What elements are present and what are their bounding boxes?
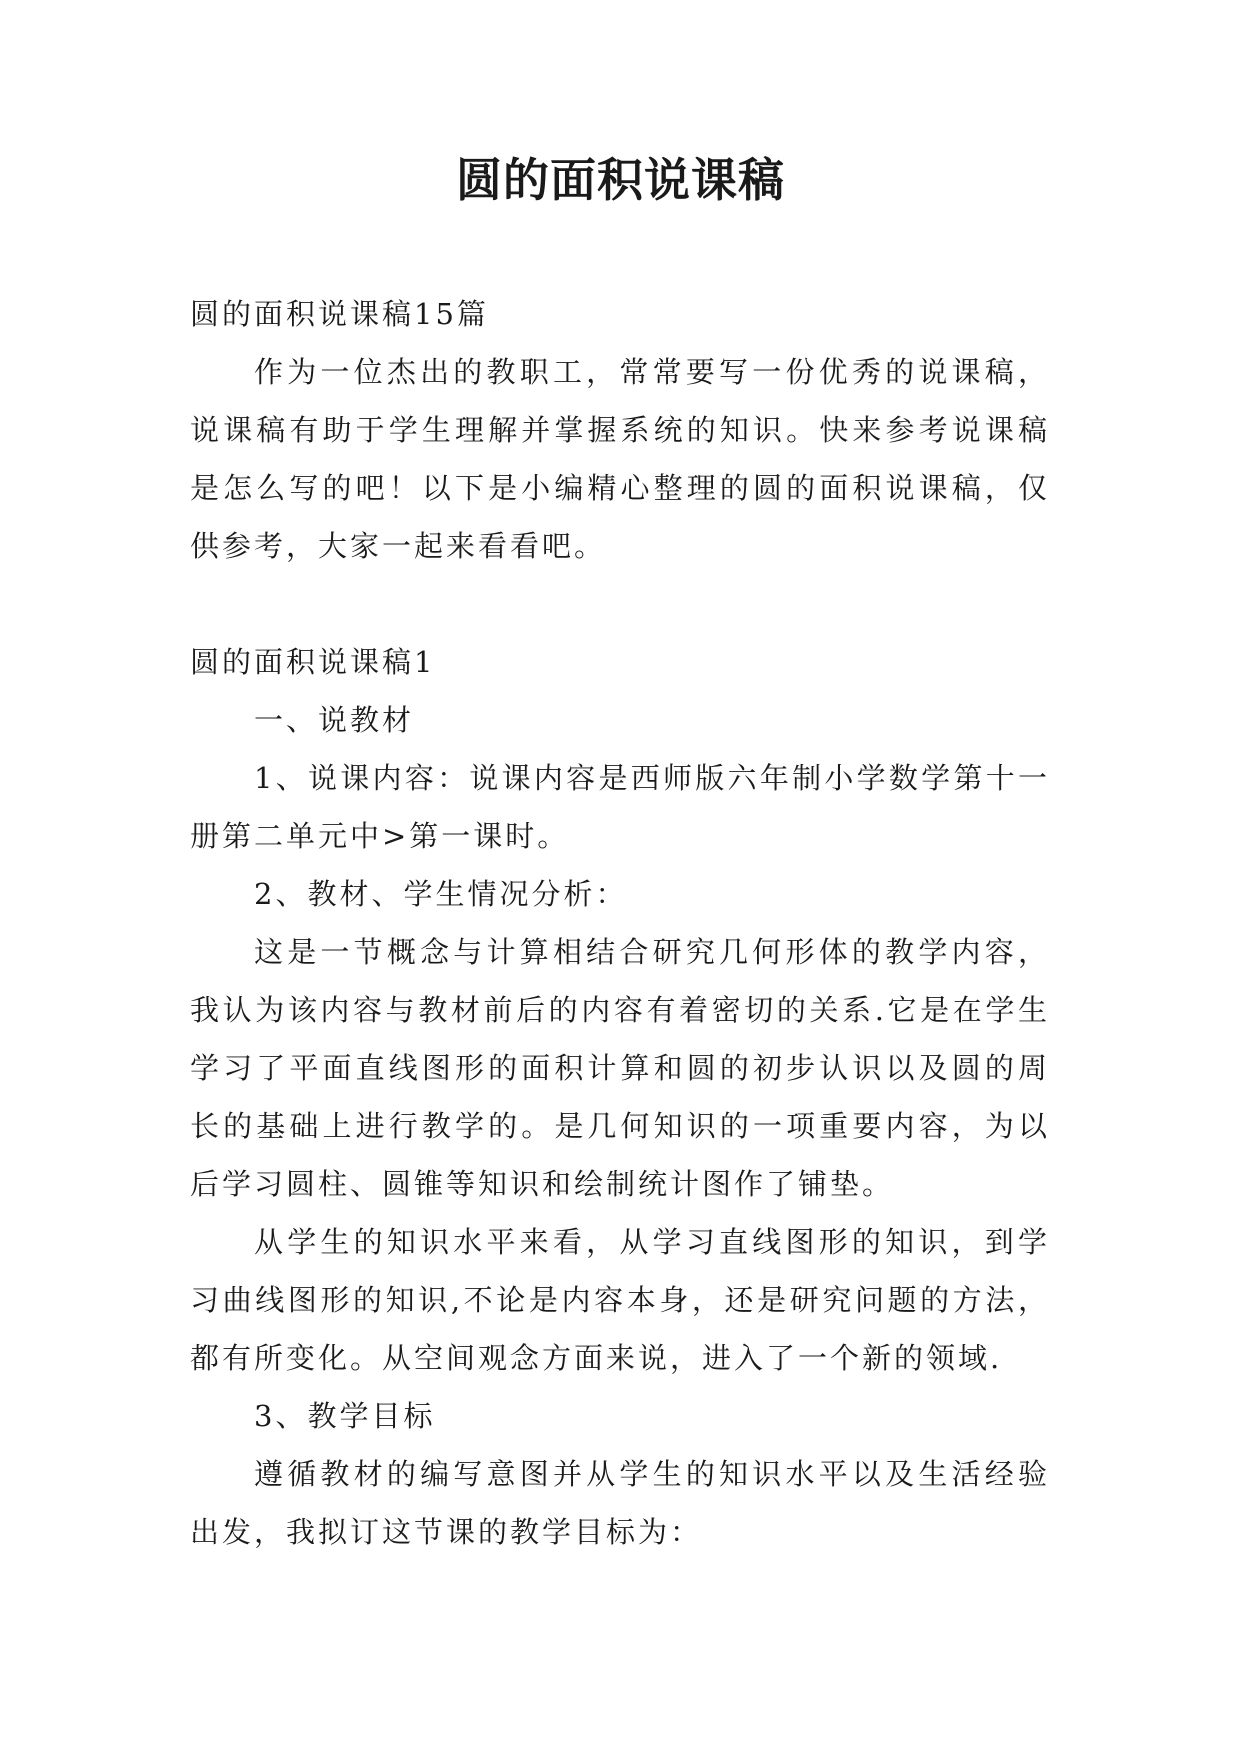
part-heading: 一、说教材 [254, 703, 415, 737]
paragraph-gap [190, 575, 1050, 633]
intro-paragraph: 作为一位杰出的教职工，常常要写一份优秀的说课稿，说课稿有助于学生理解并掌握系统的知识。快来参考说课稿是怎么写的吧！以下是小编精心整理的圆的面积说课稿，仅供参考，大家一起来看看吧。 [190, 355, 1050, 563]
item3-paragraph-1: 遵循教材的编写意图并从学生的知识水平以及生活经验出发，我拟订这节课的教学目标为： [190, 1457, 1050, 1549]
item2-paragraph-1: 这是一节概念与计算相结合研究几何形体的教学内容，我认为该内容与教材前后的内容有着密切的关系.它是在学生学习了平面直线图形的面积计算和圆的初步认识以及圆的周长的基础上进行教学的。是几何知识的一项重要内容，为以后学习圆柱、圆锥等知识和绘制统计图作了铺垫。 [190, 935, 1050, 1201]
section-heading: 圆的面积说课稿1 [190, 645, 436, 679]
document-title: 圆的面积说课稿 [456, 153, 785, 207]
item2-heading: 2、教材、学生情况分析： [254, 877, 628, 911]
item1-paragraph: 1、说课内容：说课内容是西师版六年制小学数学第十一册第二单元中>第一课时。 [190, 761, 1050, 853]
document-body [190, 285, 1050, 1561]
item3-heading: 3、教学目标 [254, 1399, 436, 1433]
document-subtitle: 圆的面积说课稿15篇 [190, 297, 489, 331]
item2-paragraph-2: 从学生的知识水平来看，从学习直线图形的知识，到学习曲线图形的知识,不论是内容本身，还是研究问题的方法，都有所变化。从空间观念方面来说，进入了一个新的领域. [190, 1225, 1050, 1375]
